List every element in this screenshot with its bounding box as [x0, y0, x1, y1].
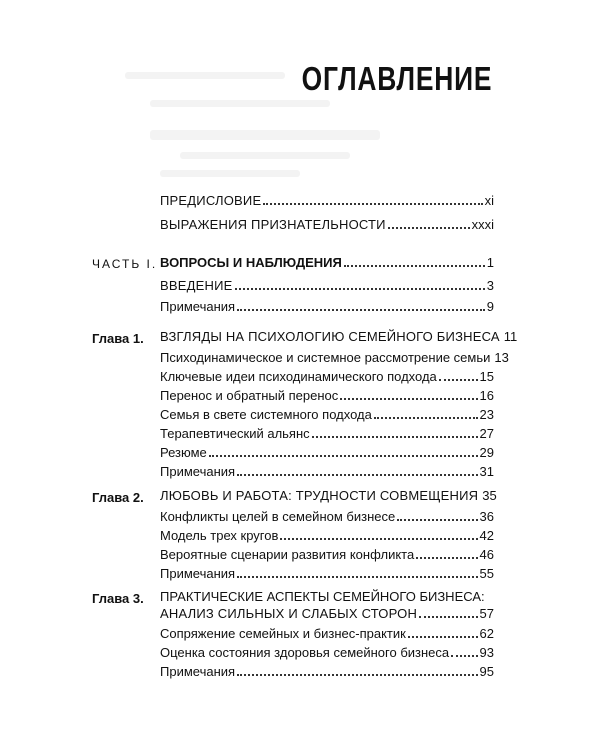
bleed-through-line: [150, 130, 380, 140]
part-page: 1: [486, 255, 494, 270]
bleed-through-line: [160, 170, 300, 177]
toc-entry-page: 16: [479, 388, 494, 403]
toc-entry: [160, 626, 494, 642]
toc-entry: [160, 350, 509, 366]
leader-dots: [237, 674, 477, 676]
toc-entry: [160, 566, 494, 582]
toc-entry-label: Примечания: [160, 664, 236, 679]
chapter-heading: [160, 329, 518, 345]
toc-entry-label: Психодинамическое и системное рассмотрение семьи: [160, 350, 491, 365]
toc-entry-label: Вероятные сценарии развития конфликта: [160, 547, 415, 562]
toc-entry-page: xi: [484, 193, 494, 208]
leader-dots: [263, 203, 482, 205]
chapter-page: 57: [479, 606, 494, 621]
toc-entry: [160, 407, 494, 423]
leader-dots: [340, 398, 477, 400]
toc-entry: [160, 217, 494, 233]
chapter-page: 35: [482, 488, 497, 503]
toc-entry-label: Ключевые идеи психодинамического подхода: [160, 369, 437, 384]
chapter-title: ВЗГЛЯДЫ НА ПСИХОЛОГИЮ СЕМЕЙНОГО БИЗНЕСА: [160, 329, 500, 344]
toc-entry-label: Перенос и обратный перенос: [160, 388, 339, 403]
leader-dots: [237, 309, 485, 311]
toc-entry-page: 15: [479, 369, 494, 384]
toc-entry-label: Модель трех кругов: [160, 528, 279, 543]
toc-entry: [160, 445, 494, 461]
toc-entry: [160, 388, 494, 404]
leader-dots: [237, 576, 477, 578]
toc-entry-page: 93: [479, 645, 494, 660]
leader-dots: [235, 288, 485, 290]
toc-entry-label: Терапевтический альянс: [160, 426, 310, 441]
part-heading: [160, 255, 494, 271]
toc-entry-label: Конфликты целей в семейном бизнесе: [160, 509, 396, 524]
leader-dots: [408, 636, 478, 638]
toc-entry-page: 9: [486, 299, 494, 314]
leader-dots: [312, 436, 478, 438]
chapter-title: ЛЮБОВЬ И РАБОТА: ТРУДНОСТИ СОВМЕЩЕНИЯ: [160, 488, 479, 503]
toc-entry-page: 55: [479, 566, 494, 581]
chapter-page: 11: [503, 329, 518, 344]
toc-entry-label: ВЫРАЖЕНИЯ ПРИЗНАТЕЛЬНОСТИ: [160, 217, 386, 232]
bleed-through-line: [150, 100, 330, 107]
toc-entry-label: Семья в свете системного подхода: [160, 407, 372, 422]
leader-dots: [388, 227, 470, 229]
chapter-number: Глава 1.: [92, 331, 144, 346]
leader-dots: [280, 538, 477, 540]
toc-entry: [160, 299, 494, 315]
leader-dots: [451, 655, 477, 657]
toc-entry-page: 3: [486, 278, 494, 293]
toc-entry-page: 13: [494, 350, 509, 365]
part-title: ВОПРОСЫ И НАБЛЮДЕНИЯ: [160, 255, 342, 270]
toc-entry-label: Резюме: [160, 445, 207, 460]
toc-entry: [160, 278, 494, 294]
toc-entry: [160, 369, 494, 385]
toc-entry-label: Оценка состояния здоровья семейного бизнеса: [160, 645, 450, 660]
page-title: ОГЛАВЛЕНИЕ: [301, 60, 492, 97]
toc-entry-label: Примечания: [160, 464, 236, 479]
leader-dots: [439, 379, 478, 381]
leader-dots: [374, 417, 478, 419]
toc-entry: [160, 528, 494, 544]
leader-dots: [416, 557, 477, 559]
toc-entry: [160, 664, 494, 680]
chapter-number: Глава 2.: [92, 490, 144, 505]
leader-dots: [209, 455, 478, 457]
toc-entry-page: 42: [479, 528, 494, 543]
toc-entry-page: 95: [479, 664, 494, 679]
toc-entry-page: 46: [479, 547, 494, 562]
toc-entry-page: 36: [479, 509, 494, 524]
toc-entry: [160, 547, 494, 563]
bleed-through-line: [125, 72, 285, 79]
chapter-title-line: АНАЛИЗ СИЛЬНЫХ И СЛАБЫХ СТОРОН: [160, 606, 418, 621]
toc-entry-page: 62: [479, 626, 494, 641]
bleed-through-line: [180, 152, 350, 159]
toc-entry: [160, 464, 494, 480]
toc-entry-page: 31: [479, 464, 494, 479]
toc-entry-label: Примечания: [160, 566, 236, 581]
chapter-title-line: ПРАКТИЧЕСКИЕ АСПЕКТЫ СЕМЕЙНОГО БИЗНЕСА:: [160, 589, 485, 604]
toc-entry-page: xxxi: [471, 217, 494, 232]
toc-entry-page: 29: [479, 445, 494, 460]
toc-entry-label: Примечания: [160, 299, 236, 314]
toc-entry: [160, 426, 494, 442]
leader-dots: [397, 519, 477, 521]
chapter-heading: [160, 488, 497, 504]
leader-dots: [419, 616, 477, 618]
toc-entry-page: 23: [479, 407, 494, 422]
toc-entry: [160, 645, 494, 661]
leader-dots: [237, 474, 477, 476]
toc-entry: [160, 193, 494, 209]
toc-entry-label: ВВЕДЕНИЕ: [160, 278, 233, 293]
toc-entry-label: ПРЕДИСЛОВИЕ: [160, 193, 262, 208]
part-label: ЧАСТЬ I.: [92, 257, 158, 271]
toc-entry: [160, 509, 494, 525]
chapter-heading: [160, 606, 494, 622]
leader-dots: [344, 265, 485, 267]
toc-entry-label: Сопряжение семейных и бизнес-практик: [160, 626, 406, 641]
chapter-number: Глава 3.: [92, 591, 144, 606]
toc-entry-page: 27: [479, 426, 494, 441]
